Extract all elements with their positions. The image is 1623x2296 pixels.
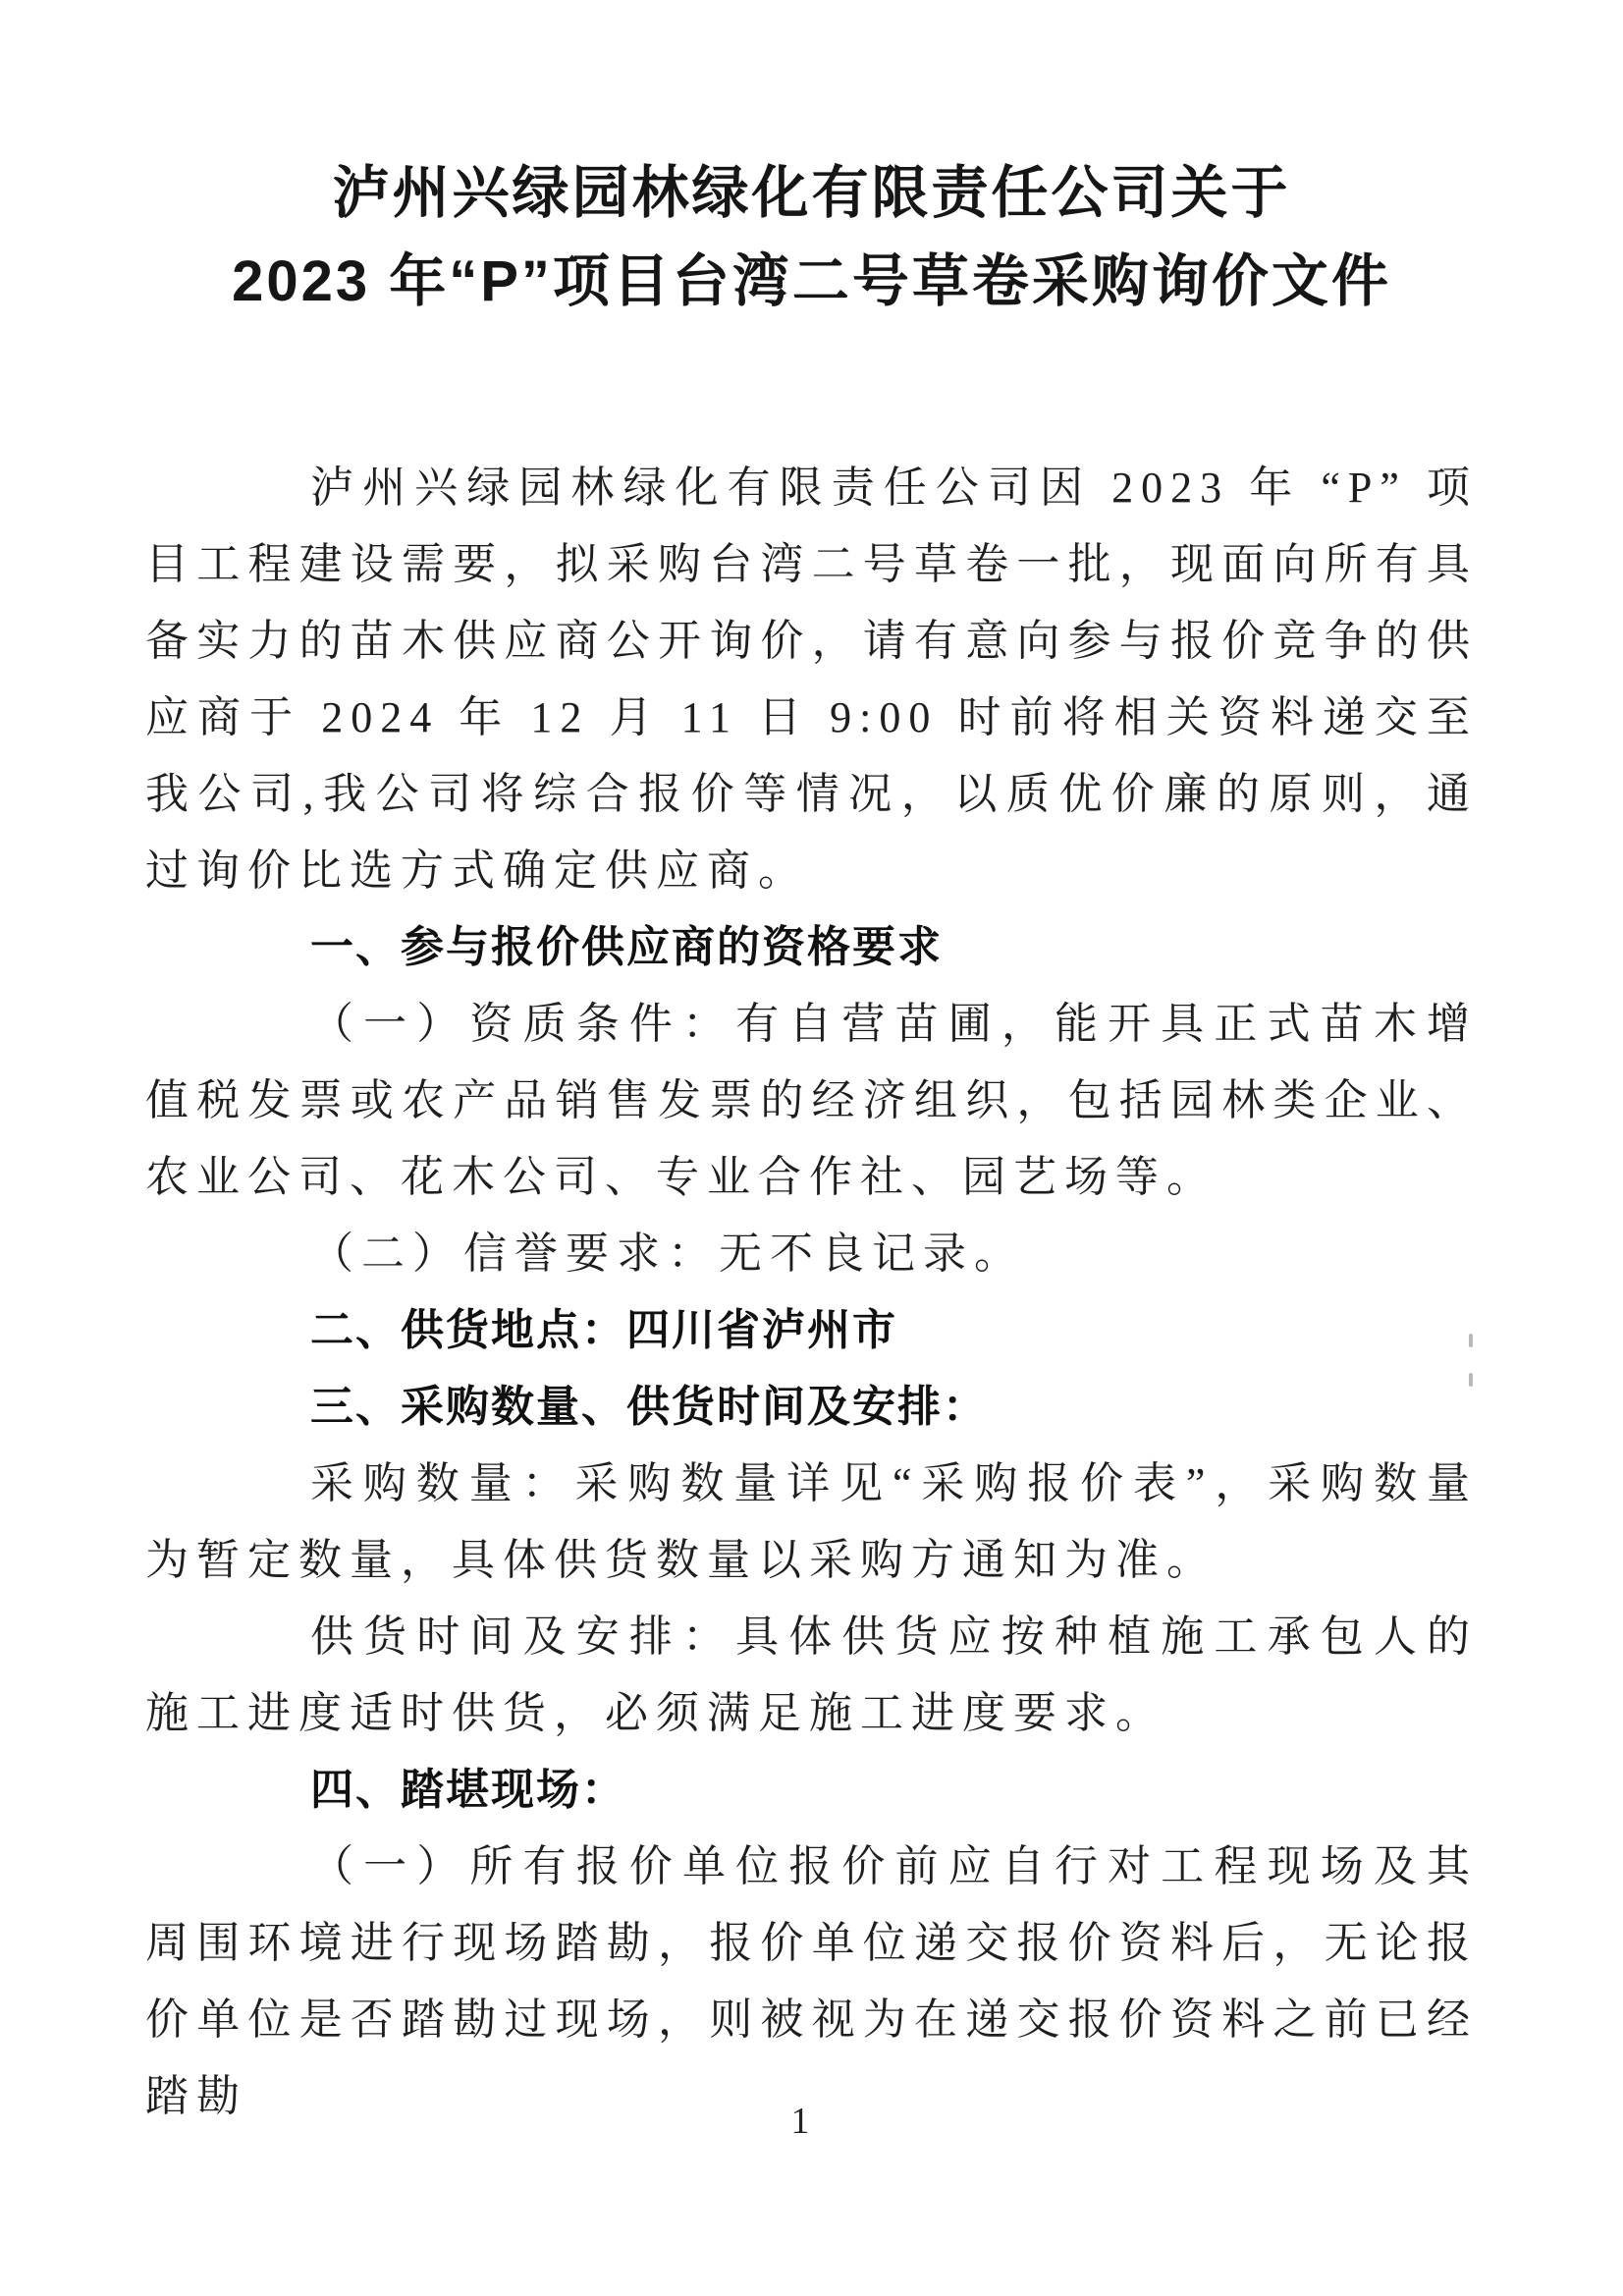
document-title <box>0 149 1623 326</box>
paragraph-qualification: （一）资质条件：有自营苗圃，能开具正式苗木增值税发票或农产品销售发票的经济组织，包括园林类企业、农业公司、花木公司、专业合作社、园艺场等。 <box>145 1000 1478 1201</box>
document-title-line-2: 2023 年“P”项目台湾二号草卷采购询价文件 <box>232 249 1391 313</box>
heading-section-1: 一、参与报价供应商的资格要求 <box>310 923 943 971</box>
scan-artifact-speck <box>1469 1334 1473 1347</box>
paragraph-intro: 泸州兴绿园林绿化有限责任公司因 2023 年 “P” 项目工程建设需要，拟采购台湾二号草卷一批，现面向所有具备实力的苗木供应商公开询价，请有意向参与报价竞争的供应商于 2024 年 12 月 11 日 9:00 时前将相关资料递交至我公司,我公司将综合报价等情况，以质优价廉的原则，通过询价比选方式确定供应商。 <box>145 464 1478 895</box>
paragraph-supply-schedule: 供货时间及安排：具体供货应按种植施工承包人的施工进度适时供货，必须满足施工进度要求。 <box>145 1613 1478 1737</box>
heading-section-3: 三、采购数量、供货时间及安排： <box>310 1383 988 1431</box>
heading-section-4: 四、踏堪现场： <box>310 1766 626 1814</box>
paragraph-purchase-qty: 采购数量：采购数量详见“采购报价表”，采购数量为暂定数量，具体供货数量以采购方通知为准。 <box>145 1459 1478 1584</box>
paragraph-reputation: （二）信誉要求：无不良记录。 <box>310 1230 1025 1278</box>
document-title-line-1: 泸州兴绿园林绿化有限责任公司关于 <box>332 161 1291 225</box>
page-number: 1 <box>790 2101 810 2142</box>
document-body <box>145 450 1478 2135</box>
scan-artifact-speck <box>1469 1373 1473 1387</box>
paragraph-site-survey: （一）所有报价单位报价前应自行对工程现场及其周围环境进行现场踏勘，报价单位递交报价资料后，无论报价单位是否踏勘过现场，则被视为在递交报价资料之前已经踏勘 <box>145 1842 1478 2120</box>
heading-section-2: 二、供货地点：四川省泸州市 <box>310 1306 897 1354</box>
